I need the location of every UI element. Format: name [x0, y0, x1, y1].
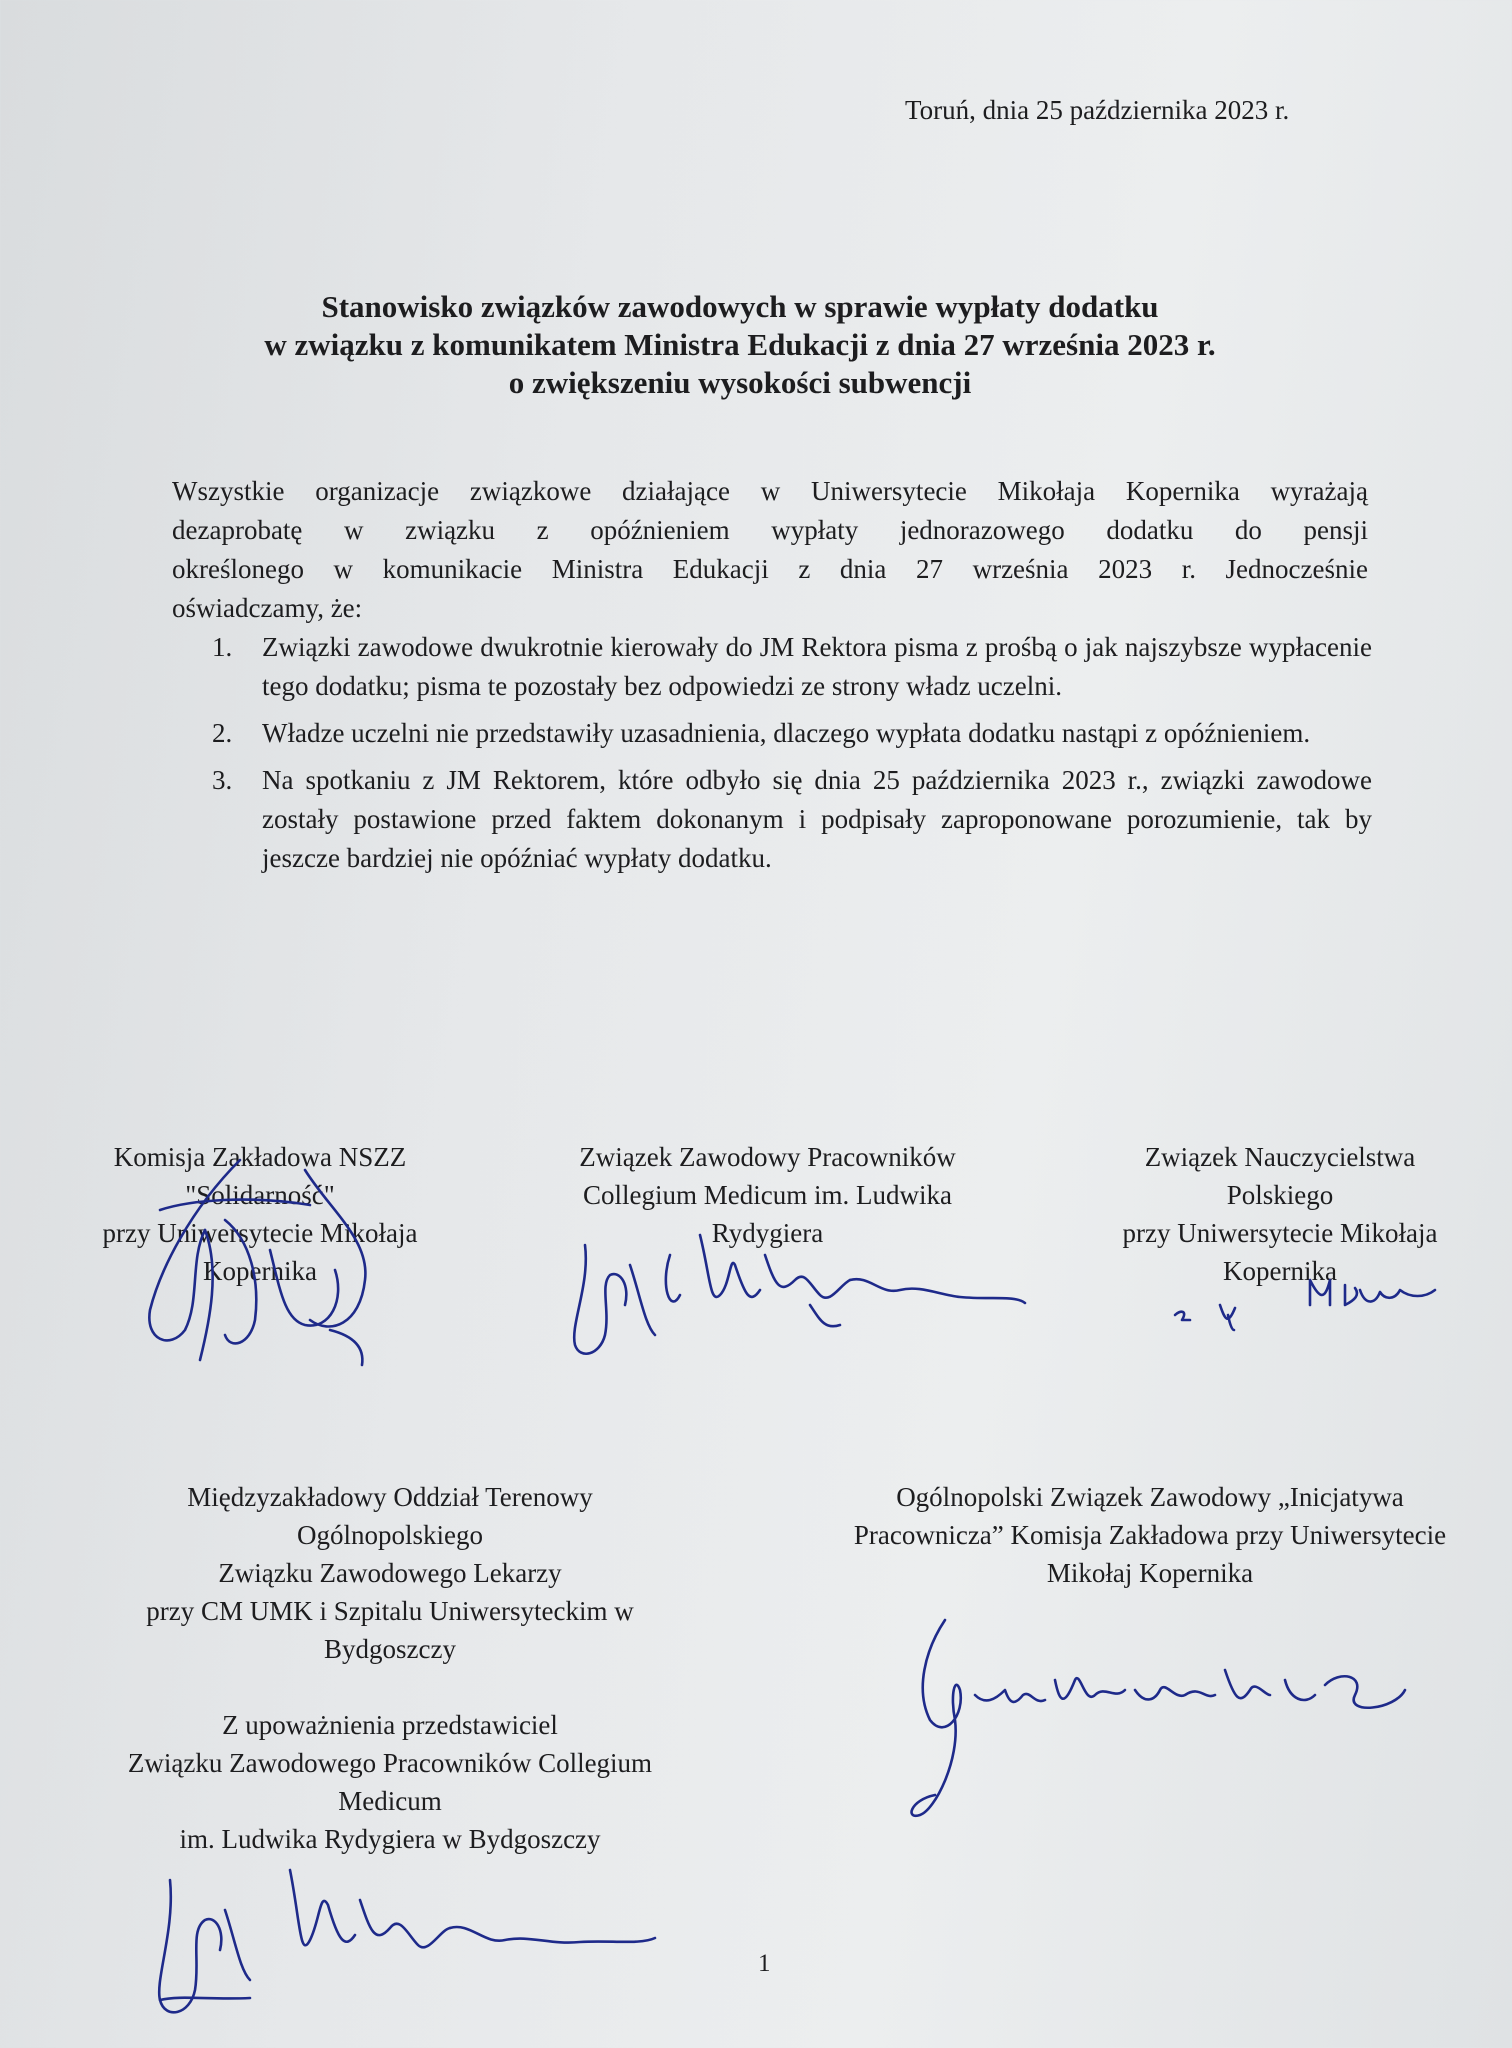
signatory-line: Kopernika	[1223, 1256, 1337, 1286]
document-title	[140, 288, 1340, 402]
place-date: Toruń, dnia 25 października 2023 r.	[905, 95, 1290, 125]
title-line: w związku z komunikatem Ministra Edukacji z dnia 27 września 2023 r.	[264, 327, 1216, 362]
signatory-line: Komisja Zakładowa NSZZ	[113, 1142, 407, 1172]
list-item-number: 1.	[212, 632, 233, 662]
signatory-line: Związek Zawodowy Pracowników	[579, 1142, 956, 1172]
list-item-text: Na spotkaniu z JM Rektorem, które odbyło się dnia 25 października 2023 r., związki zawodowe zostały postawione przed faktem dokonanym i podpisały zaproponowane porozumienie, tak by jeszcze bardziej nie opóźniać wypłaty dodatku.	[262, 765, 1372, 873]
signatory-line: przy Uniwersytecie Mikołaja	[1122, 1218, 1438, 1248]
signature-ozzl-authorized	[150, 1850, 660, 2030]
signatory-line: Rydygiera	[711, 1218, 824, 1248]
signatory-znp	[1060, 1138, 1500, 1290]
signatory-line: Polskiego	[1226, 1180, 1334, 1210]
statement-list	[212, 628, 1372, 886]
authorization-line: im. Ludwika Rydygiera w Bydgoszczy	[179, 1824, 601, 1854]
signature-nszz	[130, 1150, 390, 1370]
intro-line: Wszystkie organizacje związkowe działające w Uniwersytecie Mikołaja Kopernika wyrażają	[172, 476, 1368, 506]
signatory-line: Mikołaj Kopernika	[1046, 1558, 1254, 1588]
signatory-ozzl	[40, 1478, 740, 1858]
signatory-line: Kopernika	[203, 1256, 317, 1286]
signature-znp	[1170, 1270, 1450, 1330]
signatory-line: przy CM UMK i Szpitalu Uniwersyteckim w	[146, 1596, 634, 1626]
signature-ip	[895, 1610, 1415, 1830]
signatory-line: Międzyzakładowy Oddział Terenowy	[187, 1482, 593, 1512]
signatory-line: Ogólnopolskiego	[297, 1520, 483, 1550]
list-item	[212, 714, 1372, 753]
signatory-line: "Solidarność"	[185, 1180, 335, 1210]
authorization-line: Z upoważnienia przedstawiciel	[222, 1710, 558, 1740]
list-item-text: Związki zawodowe dwukrotnie kierowały do JM Rektora pisma z prośbą o jak najszybsze wypłacenie tego dodatku; pisma te pozostały bez odpowiedzi ze strony władz uczelni.	[262, 632, 1372, 701]
signatory-line: Bydgoszczy	[324, 1634, 456, 1664]
page-number: 1	[758, 1950, 771, 1977]
intro-line: oświadczamy, że:	[172, 593, 363, 623]
list-item-number: 3.	[212, 765, 233, 795]
signatory-ip	[770, 1478, 1512, 1592]
list-item	[212, 761, 1372, 878]
authorization-line: Medicum	[338, 1786, 442, 1816]
list-item-number: 2.	[212, 718, 233, 748]
signatory-line: przy Uniwersytecie Mikołaja	[102, 1218, 418, 1248]
intro-paragraph	[172, 472, 1368, 628]
list-item	[212, 628, 1372, 706]
signatory-line: Związek Nauczycielstwa	[1144, 1142, 1416, 1172]
signatory-line: Collegium Medicum im. Ludwika	[583, 1180, 952, 1210]
intro-line: dezaprobatę w związku z opóźnieniem wypłaty jednorazowego dodatku do pensji	[172, 515, 1368, 545]
title-line: o zwiększeniu wysokości subwencji	[508, 365, 972, 400]
signatory-line: Ogólnopolski Związek Zawodowy „Inicjatywa	[896, 1482, 1404, 1512]
signatory-line: Związku Zawodowego Lekarzy	[218, 1558, 562, 1588]
title-line: Stanowisko związków zawodowych w sprawie wypłaty dodatku	[321, 289, 1159, 324]
authorization-line: Związku Zawodowego Pracowników Collegium	[127, 1748, 653, 1778]
intro-line: określonego w komunikacie Ministra Edukacji z dnia 27 września 2023 r. Jednocześnie	[172, 554, 1368, 584]
list-item-text: Władze uczelni nie przedstawiły uzasadnienia, dlaczego wypłata dodatku nastąpi z opóźnieniem.	[262, 718, 1311, 748]
signatory-line: Pracownicza” Komisja Zakładowa przy Uniwersytecie	[853, 1520, 1447, 1550]
signature-zzpcm	[560, 1225, 1030, 1365]
